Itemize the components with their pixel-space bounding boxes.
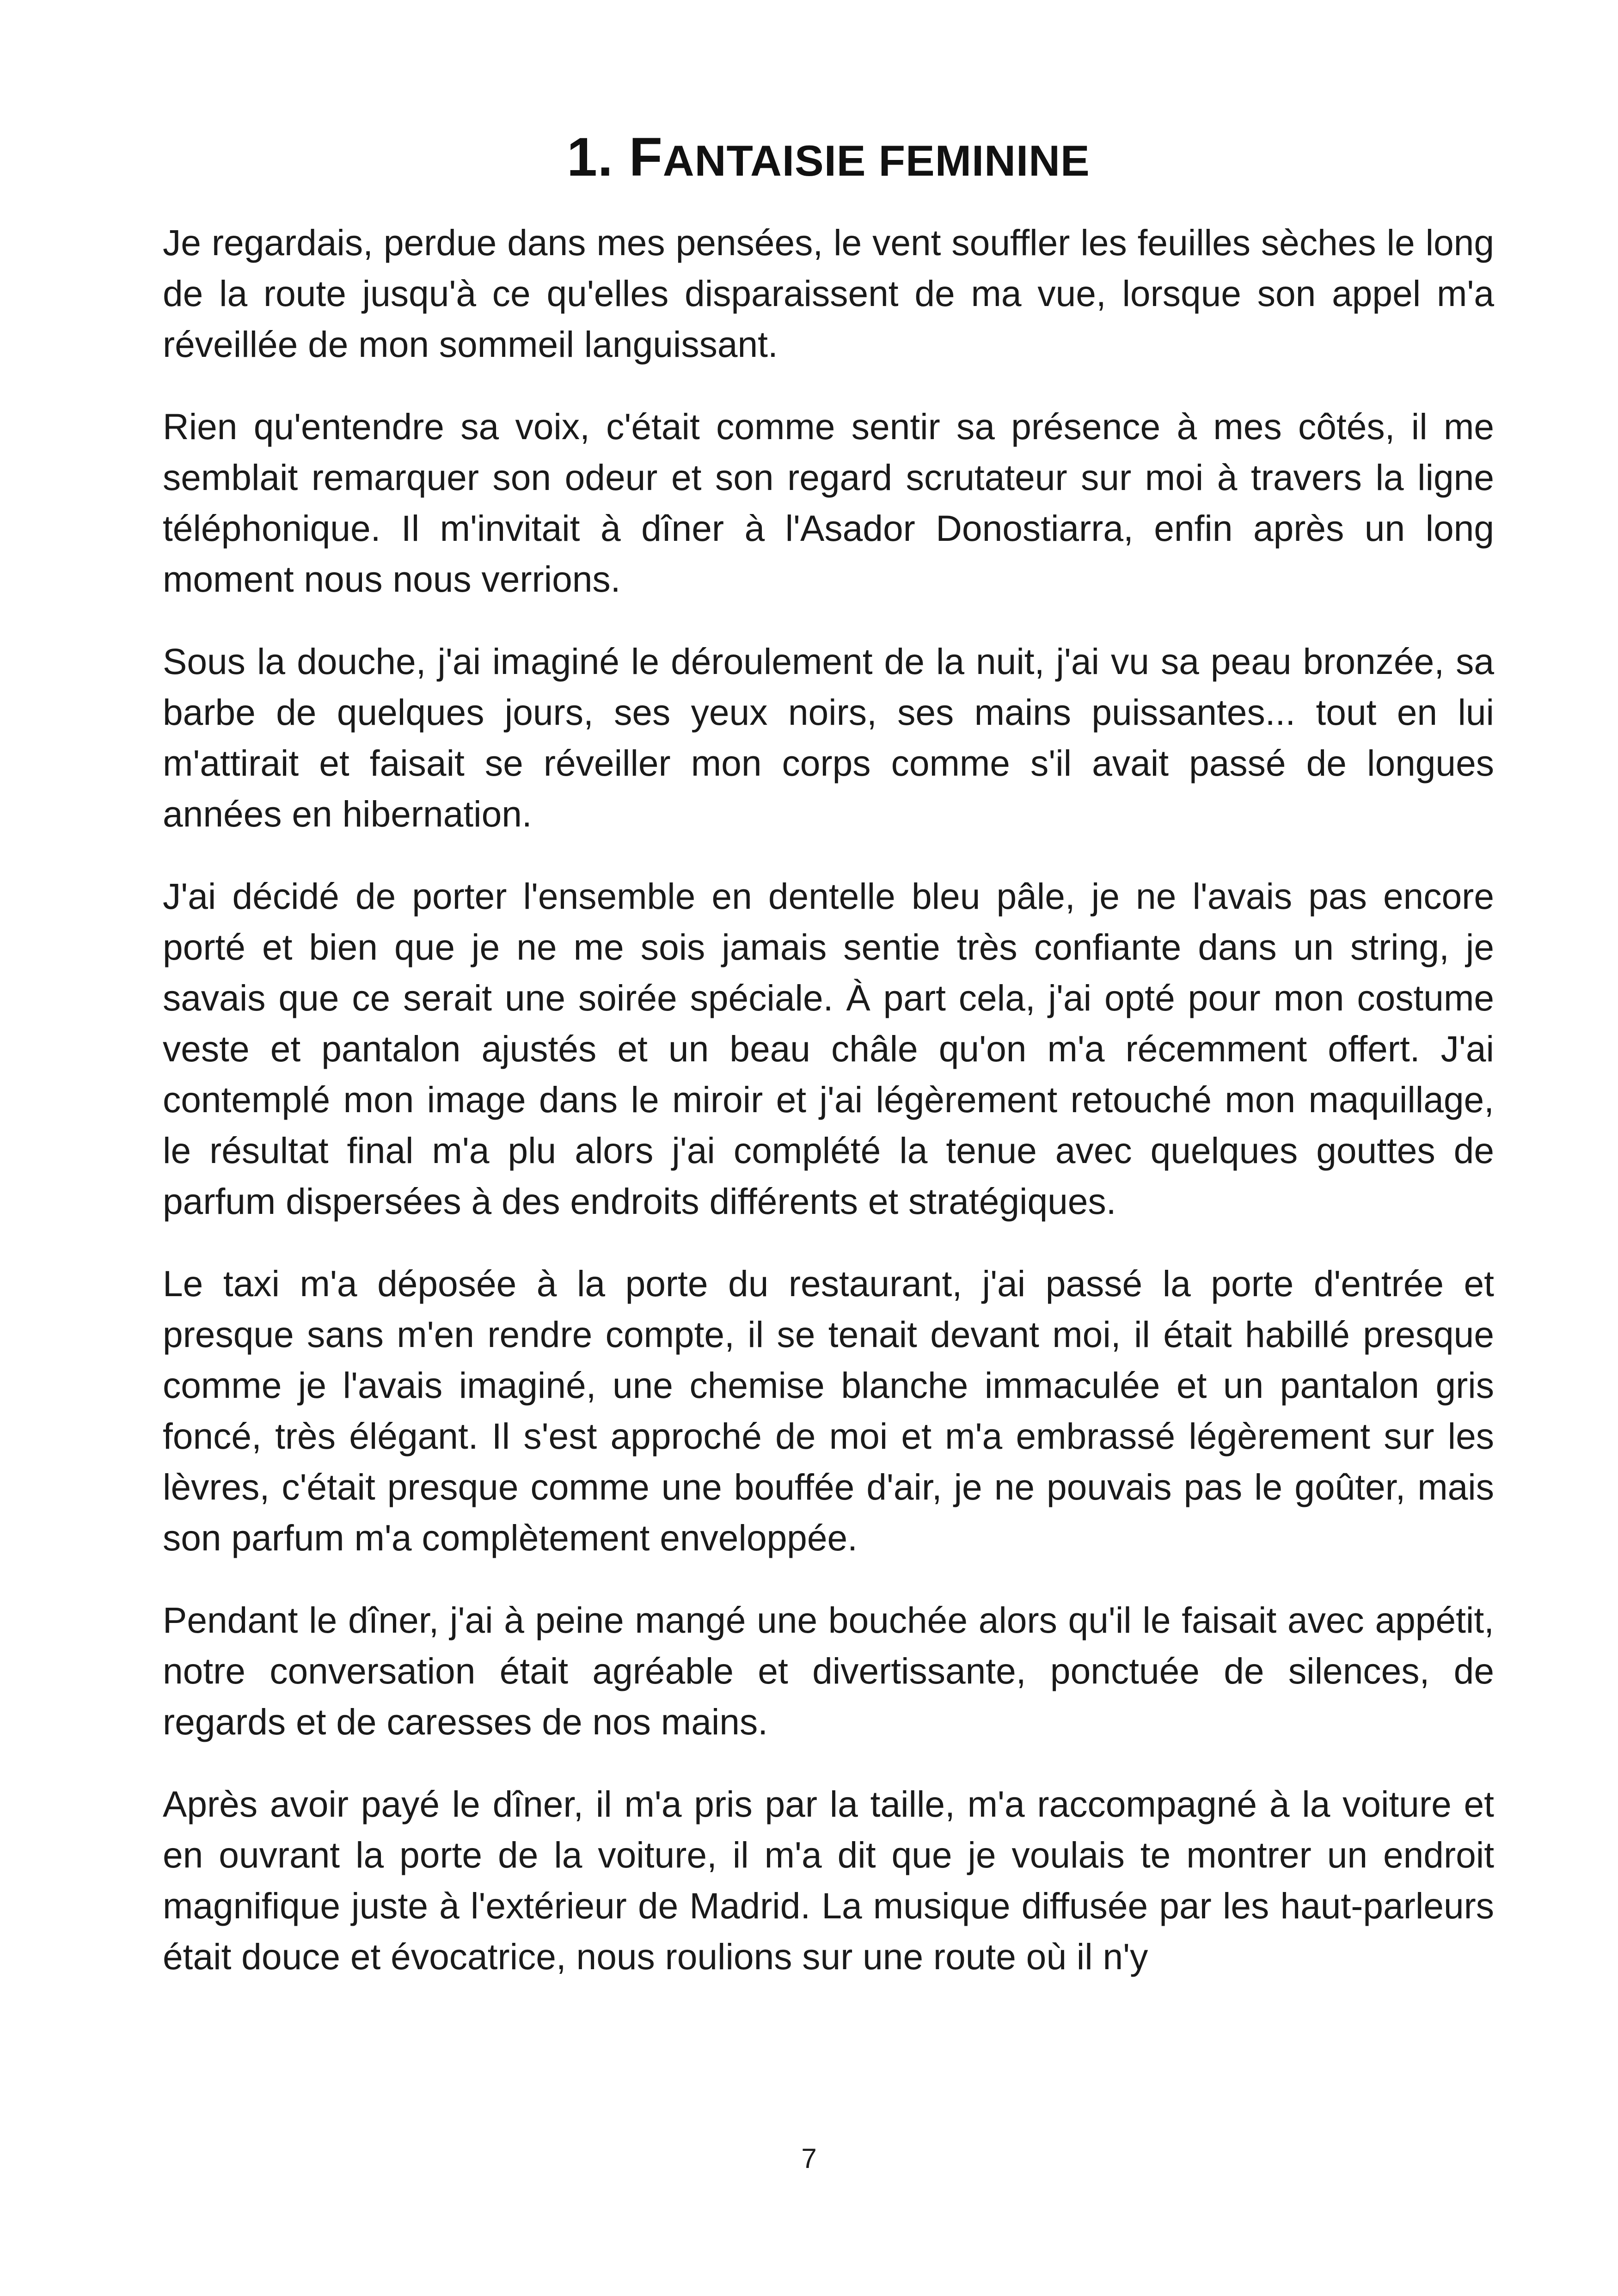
chapter-title [163,120,1494,198]
chapter-title-initial: F [629,127,663,188]
chapter-title-rest: ANTAISIE FEMININE [662,136,1090,185]
body-paragraph: Pendant le dîner, j'ai à peine mangé une bouchée alors qu'il le faisait avec appétit, notre conversation était agréable et divertissante, ponctuée de silences, de regards et de caresses de nos mains. [163,1600,1494,1742]
body-paragraph: Le taxi m'a déposée à la porte du restaurant, j'ai passé la porte d'entrée et presque sans m'en rendre compte, il se tenait devant moi, il était habillé presque comme je l'avais imaginé, une chemise blanche immaculée et un pantalon gris foncé, très élégant. Il s'est approché de moi et m'a embrassé légèrement sur les lèvres, c'était presque comme une bouffée d'air, je ne pouvais pas le goûter, mais son parfum m'a complètement enveloppée. [163,1263,1494,1558]
body-paragraph: Après avoir payé le dîner, il m'a pris par la taille, m'a raccompagné à la voiture et en ouvrant la porte de la voiture, il m'a dit que je voulais te montrer un endroit magnifique juste à l'extérieur de Madrid. La musique diffusée par les haut-parleurs était douce et évocatrice, nous roulions sur une route où il n'y [163,1784,1494,1977]
chapter-number: 1. [567,127,613,188]
body-paragraph: Rien qu'entendre sa voix, c'était comme sentir sa présence à mes côtés, il me semblait remarquer son odeur et son regard scrutateur sur moi à travers la ligne téléphonique. Il m'invitait à dîner à l'Asador Donostiarra, enfin après un long moment nous nous verrions. [163,406,1494,600]
page-number: 7 [801,2143,817,2174]
body-paragraph: Sous la douche, j'ai imaginé le déroulement de la nuit, j'ai vu sa peau bronzée, sa barbe de quelques jours, ses yeux noirs, ses mains puissantes... tout en lui m'attirait et faisait se réveiller mon corps comme s'il avait passé de longues années en hibernation. [163,641,1494,834]
document-page [163,120,1494,1982]
body-paragraph: J'ai décidé de porter l'ensemble en dentelle bleu pâle, je ne l'avais pas encore porté et bien que je ne me sois jamais sentie très confiante dans un string, je savais que ce serait une soirée spéciale. À part cela, j'ai opté pour mon costume veste et pantalon ajustés et un beau châle qu'on m'a récemment offert. J'ai contemplé mon image dans le miroir et j'ai légèrement retouché mon maquillage, le résultat final m'a plu alors j'ai complété la tenue avec quelques gouttes de parfum dispersées à des endroits différents et stratégiques. [163,876,1494,1222]
body-paragraph: Je regardais, perdue dans mes pensées, le vent souffler les feuilles sèches le long de la route jusqu'à ce qu'elles disparaissent de ma vue, lorsque son appel m'a réveillée de mon sommeil languissant. [163,222,1494,365]
